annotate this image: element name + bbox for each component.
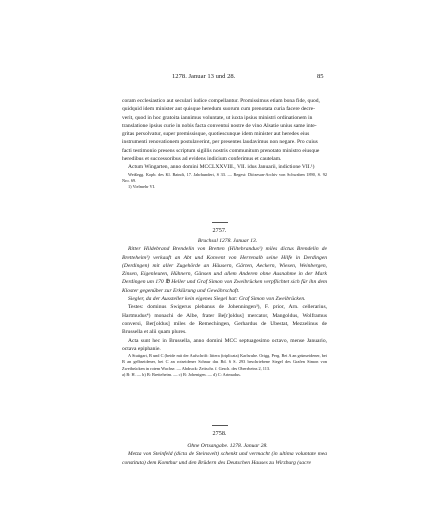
page-number: 85 <box>317 73 324 80</box>
body-line: translatione ipsius curie in nobis facta conventui nostre de vino Alsatie unius same inte- <box>122 122 317 129</box>
body-line: facti testimonio presens scriptum sigillis nostris communitum prenotato ministro eiusque <box>122 147 320 154</box>
source-note: Weißegg. Kopb. des Kl. Baindt, 17. Jahrhundert, S 33. — Regest: Diözesan-Archiv von Schwaben 1890, S. 92 Nro. 69. <box>122 171 327 183</box>
footnotes: a) B: H. — b) B: Bretteheim. — c) B: Johenigen. — d) C: Artmudus. <box>122 372 241 378</box>
place-date: Ohne Ortsangabe. 1278. Januar 28. <box>187 443 268 449</box>
summary: Ritter Hildebrand Brendelin von Bretten (Hiltebrandus¹) miles dictus Brendelin de Bretteheim¹) verkauft an Abt und Konvent von Herrenalb seine Hilfe in Derdingen (Derdingen) mit aller Zugehörde an Häusern, Gärten, Aeckern, Wiesen, Weinbergen, Zinsen, Eigenleuten, Hühnern, Gänsen und allem Anderen ohne Ausnahme in der Mark Derdingen um 170 ℔ Heller und Graf Simon von Zweibrücken verpflichtet sich für ihn dem Kloster gegenüber zur Erklärung und Gewährschaft. <box>122 246 327 294</box>
body-line: heredibus et successoribus ad evidens indicium conferimus et cautelam. <box>122 156 282 163</box>
divider <box>212 425 228 426</box>
dating-line: Actum Wingarten, anno domini MCCLXXVIII., VII. idus Januarii, indictione VII.¹) <box>128 164 315 171</box>
document-number-2757: 2757. <box>212 227 227 234</box>
witnesses: Testes: dominus Swigerus plebanus de Johenningen³), F. prior, Arn. cellerarius, Hartmudus⁴) monachi de Albe, frater Be[r]oldus] mercator, Mangoldus, Wolframus conversi, Ber[oldus] miles de Remechingen, Gerhardus de Ubestat, Mezzelinus de Brussella et alii quam plures. <box>122 304 327 336</box>
header-title: 1278. Januar 13 und 28. <box>172 73 236 80</box>
sealer-note: Siegler, da der Aussteller kein eigenes Siegel hat: Graf Simon von Zweibrücken. <box>128 296 306 303</box>
body-line: quidquid idem minister aut quisque heredum suorum cum prenotata curia facere decre- <box>122 106 315 113</box>
document-2758 <box>122 442 327 467</box>
body-line: coram ecclesiastico aut seculari iudice compellantur. Promissimus etiam bona fide, quod, <box>122 98 320 104</box>
dating-line: Acta sunt hec in Brussella, anno domini MCC septuagesimo octavo, mense Januario, octava epiphanie. <box>122 337 327 352</box>
body-line: verit, quod in hoc gratoita iannimus voluntate, ut iuxta ipsius ministri ordinationem in <box>122 114 313 121</box>
source-note: A Stuttgart, B und C (beide mit der Aufschrift: littera (triplicata) Karlsruhe. Origg. Perg. Bei A an grünseidener, bei B an gelbseidener, bei C an rotseidener Schnur das Bd. 6 S. 293 beschriebene Siegel des Grafen Simon von Zweibrücken in rotem Wachse. — Abdruck: Zeitschr. f. Gesch. des Oberrheins 2, 113. <box>122 353 327 371</box>
summary: Metza von Steinfeld (dicta de Steinsvelt) schenkt und vermacht (in ultima voluntate mea constituta) dem Komthur und den Brüdern des Deutschen Hauses zu Wirzburg (sacre <box>122 451 327 466</box>
continuation-text <box>122 97 327 191</box>
divider <box>212 222 228 223</box>
body-line: gritas persolvatur, super premissisque, quotiescunque idem minister aut heredes eius <box>122 131 310 138</box>
running-header <box>0 73 439 83</box>
document-2757 <box>122 237 327 378</box>
document-number-2758: 2758. <box>212 430 227 437</box>
place-date: Bruchsal 1278. Januar 13. <box>197 238 258 244</box>
footnote: 1) Vielmehr VI. <box>128 184 156 190</box>
body-line: instrumenti renovationem postulaverint, per presentes laudavimus non negare. Pro cuius <box>122 139 318 146</box>
